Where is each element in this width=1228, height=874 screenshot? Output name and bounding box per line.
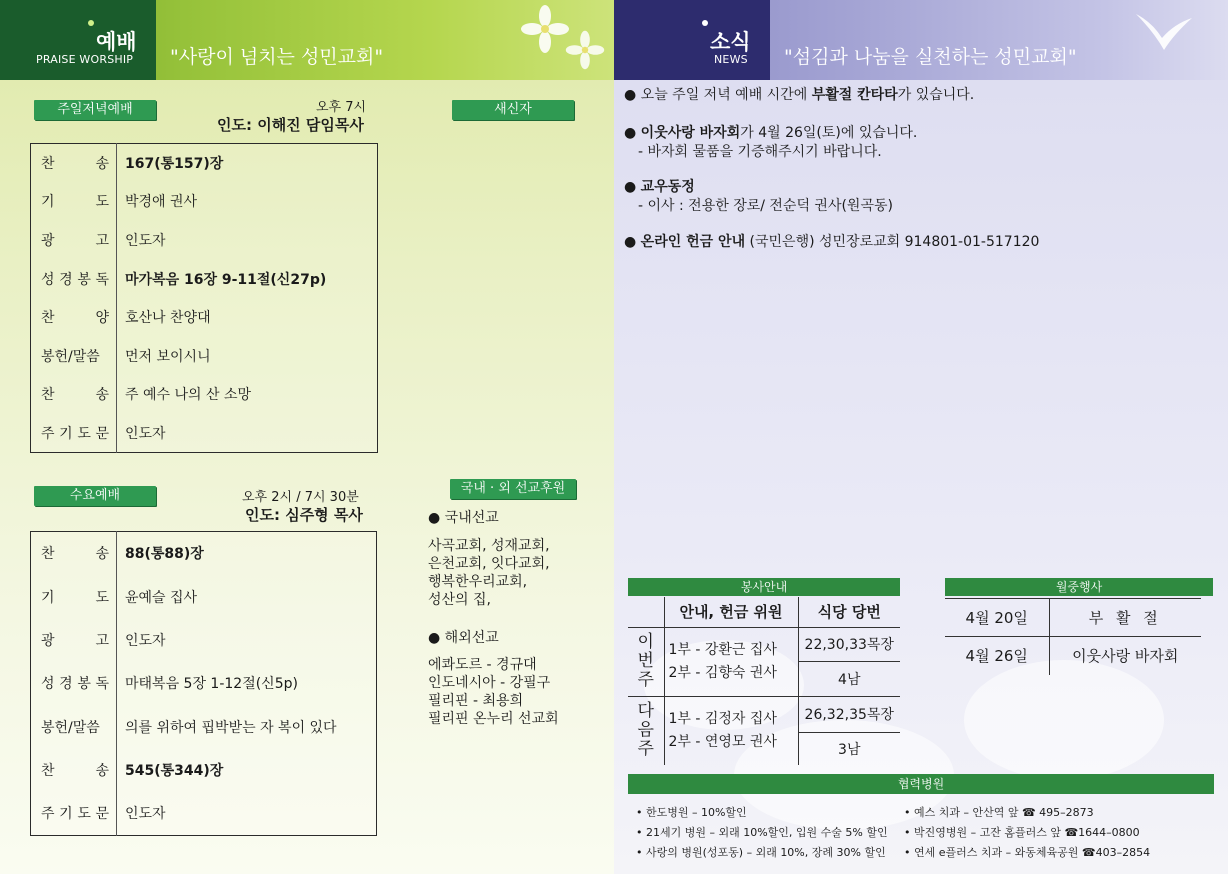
label-char: 경 <box>59 271 73 288</box>
order-row <box>31 748 377 791</box>
label-char: 송 <box>95 546 109 563</box>
news-badge <box>614 0 770 80</box>
news-item <box>624 124 917 162</box>
order-item-label-text <box>41 230 109 250</box>
next-week-guides <box>664 696 798 765</box>
mission-item: 필리핀 온누리 선교회 <box>428 711 559 727</box>
worship-badge-subtitle: PRAISE WORSHIP <box>36 53 134 66</box>
label-char: 찬 <box>41 763 55 780</box>
next-week-guide-1: 1부 - 김정자 집사 <box>668 710 777 727</box>
order-item-label-text <box>41 269 109 289</box>
news-highlight: 교우동정 <box>640 179 695 195</box>
badge-dot <box>88 20 94 26</box>
worship-slogan: "사랑이 넘치는 성민교회" <box>170 46 384 68</box>
label-char: 도 <box>77 806 91 823</box>
order-item-label-text <box>41 423 109 443</box>
order-item-value: 인도자 <box>125 632 166 649</box>
seagull-icon <box>1134 8 1194 64</box>
service-header-guide: 안내, 헌금 위원 <box>664 597 798 627</box>
mission-item: 인도네시아 - 강필구 <box>428 675 551 691</box>
news-slogan: "섬김과 나눔을 실천하는 성민교회" <box>784 46 1077 68</box>
mission-tag: 국내 · 외 선교후원 <box>450 479 576 499</box>
order-item-label-text <box>41 153 109 173</box>
order-row <box>31 375 378 414</box>
order-item-value: 마태복음 5장 1-12절(신5p) <box>125 676 298 693</box>
news-line <box>624 86 974 105</box>
order-item-label <box>31 375 117 414</box>
order-row <box>31 259 378 298</box>
this-week-guide-1: 1부 - 강환근 집사 <box>668 641 777 658</box>
order-item-value: 박경애 권사 <box>125 194 198 211</box>
news-line <box>624 178 893 197</box>
newcomer-tag: 새신자 <box>452 100 574 120</box>
label-char: 도 <box>95 589 109 606</box>
order-item-label-text <box>41 191 109 211</box>
domestic-mission-list <box>428 537 550 609</box>
order-item-label <box>31 414 117 453</box>
label-char: 기 <box>59 806 73 823</box>
news-text: (국민은행) 성민장로교회 914801-01-517120 <box>745 234 1040 250</box>
label-char: 송 <box>95 156 109 173</box>
news-badge-subtitle: NEWS <box>714 53 748 66</box>
bullet-icon: ● <box>624 179 641 195</box>
order-item-label <box>31 748 117 791</box>
news-highlight: 이웃사랑 바자회 <box>640 125 741 141</box>
hospital-item: • 한도병원 – 10%할인 <box>636 806 747 819</box>
order-item-label <box>31 336 117 375</box>
worship-header <box>0 0 614 80</box>
monthly-event: 부 활 절 <box>1049 599 1201 637</box>
news-item <box>624 178 893 216</box>
mission-item: 사곡교회, 성재교회, <box>428 538 550 554</box>
hospital-item: • 21세기 병원 – 외래 10%할인, 입원 수술 5% 할인 <box>636 826 888 839</box>
service-tag: 봉사안내 <box>628 578 900 596</box>
order-item-label <box>31 221 117 260</box>
bullet-icon: ● <box>624 125 641 141</box>
order-item-label <box>31 662 117 705</box>
news-highlight: 온라인 헌금 안내 <box>640 234 746 250</box>
label-char: 광 <box>41 232 55 249</box>
flower-icon <box>520 4 570 54</box>
news-line <box>624 233 1039 252</box>
news-badge-title: 소식 <box>710 30 751 54</box>
news-subtext: - 이사 : 전용한 장로/ 전순덕 권사(원곡동) <box>638 198 893 214</box>
label-char: 경 <box>59 676 73 693</box>
service-table <box>628 597 900 765</box>
order-row <box>31 705 377 748</box>
domestic-mission-title: ● 국내선교 <box>428 510 499 526</box>
news-highlight: 부활절 칸타타 <box>811 87 898 103</box>
mission-item: 에콰도르 - 경규대 <box>428 657 537 673</box>
news-header <box>614 0 1228 80</box>
order-item-label-text: 봉헌/말씀 <box>41 348 100 365</box>
week-label-text: 이번주 <box>637 632 654 690</box>
label-char: 광 <box>41 632 55 649</box>
monthly-event: 이웃사랑 바자회 <box>1049 637 1201 675</box>
label-char: 찬 <box>41 310 55 327</box>
order-item-label-text <box>41 587 109 607</box>
label-char: 도 <box>77 425 91 442</box>
order-item-label-text <box>41 384 109 404</box>
order-item-value: 마가복음 16장 9-11절(신27p) <box>125 271 327 288</box>
label-char: 봉 <box>77 676 91 693</box>
news-subtext: - 바자회 물품을 기증해주시기 바랍니다. <box>638 144 882 160</box>
order-item-label <box>31 792 117 835</box>
sunday-time: 오후 7시 <box>316 100 367 115</box>
week-label-text: 다음주 <box>637 701 654 760</box>
label-char: 문 <box>95 806 109 823</box>
this-week-kitchen-1: 22,30,33목장 <box>798 627 900 661</box>
hospital-item: • 박진영병원 – 고잔 홈플러스 앞 ☎1644–0800 <box>904 826 1140 839</box>
order-item-value: 먼저 보이시니 <box>125 348 211 365</box>
order-item-label <box>31 144 117 183</box>
order-item-label-text <box>41 307 109 327</box>
label-char: 찬 <box>41 546 55 563</box>
badge-dot <box>702 20 708 26</box>
next-week-kitchen-2: 3남 <box>798 732 900 765</box>
news-item <box>624 86 974 105</box>
order-item-value: 주 예수 나의 산 소망 <box>125 387 251 404</box>
monthly-table <box>945 598 1201 675</box>
mission-item: 성산의 집, <box>428 592 491 608</box>
label-char: 기 <box>59 425 73 442</box>
order-item-label-text <box>41 630 109 650</box>
order-item-label-text <box>41 760 109 780</box>
label-char: 양 <box>95 310 109 327</box>
label-char: 독 <box>95 271 109 288</box>
news-text: 오늘 주일 저녁 예배 시간에 <box>640 87 812 103</box>
mission-item: 행복한우리교회, <box>428 574 528 590</box>
monthly-tag: 월중행사 <box>945 578 1213 596</box>
order-item-value: 88(통88)장 <box>125 546 204 563</box>
next-week-kitchen-1: 26,32,35목장 <box>798 696 900 732</box>
label-char: 성 <box>41 676 55 693</box>
order-row <box>31 532 377 575</box>
label-char: 송 <box>95 763 109 780</box>
order-item-label-text <box>41 803 109 823</box>
order-item-label <box>31 618 117 661</box>
monthly-row <box>945 637 1201 675</box>
order-row <box>31 182 378 221</box>
hospital-tag: 협력병원 <box>628 774 1214 794</box>
order-item-value: 167(통157)장 <box>125 156 224 173</box>
this-week-guides <box>664 627 798 696</box>
hospital-item: • 예스 치과 – 안산역 앞 ☎ 495–2873 <box>904 806 1094 819</box>
label-char: 주 <box>41 425 55 442</box>
sunday-leader: 인도: 이해진 담임목사 <box>217 116 364 134</box>
order-item-label <box>31 259 117 298</box>
service-header-kitchen: 식당 당번 <box>798 597 900 627</box>
order-row <box>31 298 378 337</box>
label-char: 문 <box>95 425 109 442</box>
order-item-value: 545(통344)장 <box>125 763 224 780</box>
label-char: 봉 <box>77 271 91 288</box>
order-item-value: 의를 위하여 핍박받는 자 복이 있다 <box>125 719 337 736</box>
wednesday-order-table <box>30 531 377 836</box>
order-row <box>31 662 377 705</box>
order-row <box>31 414 378 453</box>
bullet-icon: ● <box>624 87 641 103</box>
monthly-date: 4월 26일 <box>945 637 1049 675</box>
label-char: 송 <box>95 387 109 404</box>
mission-item: 은천교회, 잇다교회, <box>428 556 550 572</box>
flower-icon <box>565 30 605 70</box>
order-row <box>31 221 378 260</box>
order-item-value: 인도자 <box>125 232 166 249</box>
wednesday-leader: 인도: 심주형 목사 <box>245 506 363 524</box>
this-week-kitchen-2: 4남 <box>798 661 900 696</box>
order-item-label <box>31 298 117 337</box>
order-item-label <box>31 705 117 748</box>
order-item-label-text: 봉헌/말씀 <box>41 719 100 736</box>
label-char: 고 <box>95 632 109 649</box>
monthly-date: 4월 20일 <box>945 599 1049 637</box>
order-item-label <box>31 532 117 575</box>
news-item <box>624 233 1039 252</box>
order-item-value: 윤예슬 집사 <box>125 589 198 606</box>
next-week-label <box>628 696 664 765</box>
wednesday-time: 오후 2시 / 7시 30분 <box>242 490 359 505</box>
this-week-guide-2: 2부 - 김향숙 권사 <box>668 664 777 681</box>
label-char: 기 <box>41 194 55 211</box>
label-char: 찬 <box>41 387 55 404</box>
news-text: 가 있습니다. <box>897 87 975 103</box>
label-char: 주 <box>41 806 55 823</box>
monthly-row <box>945 599 1201 637</box>
label-char: 도 <box>95 194 109 211</box>
order-row <box>31 792 377 835</box>
order-item-value: 호산나 찬양대 <box>125 310 211 327</box>
bullet-icon: ● <box>624 234 641 250</box>
sunday-service-tag: 주일저녁예배 <box>34 100 156 120</box>
this-week-label <box>628 627 664 696</box>
label-char: 고 <box>95 232 109 249</box>
order-row <box>31 336 378 375</box>
label-char: 찬 <box>41 156 55 173</box>
order-row <box>31 144 378 183</box>
hospital-item: • 연세 e플러스 치과 – 와동체육공원 ☎403–2854 <box>904 846 1151 859</box>
label-char: 성 <box>41 271 55 288</box>
wednesday-service-tag: 수요예배 <box>34 486 156 506</box>
domestic-mission-label: 국내선교 <box>444 510 499 526</box>
mission-item: 필리핀 - 최용희 <box>428 693 524 709</box>
worship-badge <box>0 0 156 80</box>
order-item-label <box>31 182 117 221</box>
order-row <box>31 618 377 661</box>
sunday-order-table <box>30 143 378 453</box>
order-row <box>31 575 377 618</box>
order-item-value: 인도자 <box>125 425 166 442</box>
hospital-item: • 사랑의 병원(성포동) – 외래 10%, 장례 30% 할인 <box>636 846 886 859</box>
overseas-mission-title: ● 해외선교 <box>428 630 499 646</box>
next-week-guide-2: 2부 - 연영모 권사 <box>668 733 777 750</box>
order-item-label <box>31 575 117 618</box>
order-item-label-text <box>41 543 109 563</box>
worship-badge-title: 예배 <box>96 30 137 54</box>
news-line <box>624 124 917 143</box>
news-text: 가 4월 26일(토)에 있습니다. <box>740 125 918 141</box>
label-char: 독 <box>95 676 109 693</box>
label-char: 기 <box>41 589 55 606</box>
overseas-mission-label: 해외선교 <box>444 630 499 646</box>
overseas-mission-list <box>428 656 559 728</box>
order-item-label-text <box>41 673 109 693</box>
order-item-value: 인도자 <box>125 806 166 823</box>
